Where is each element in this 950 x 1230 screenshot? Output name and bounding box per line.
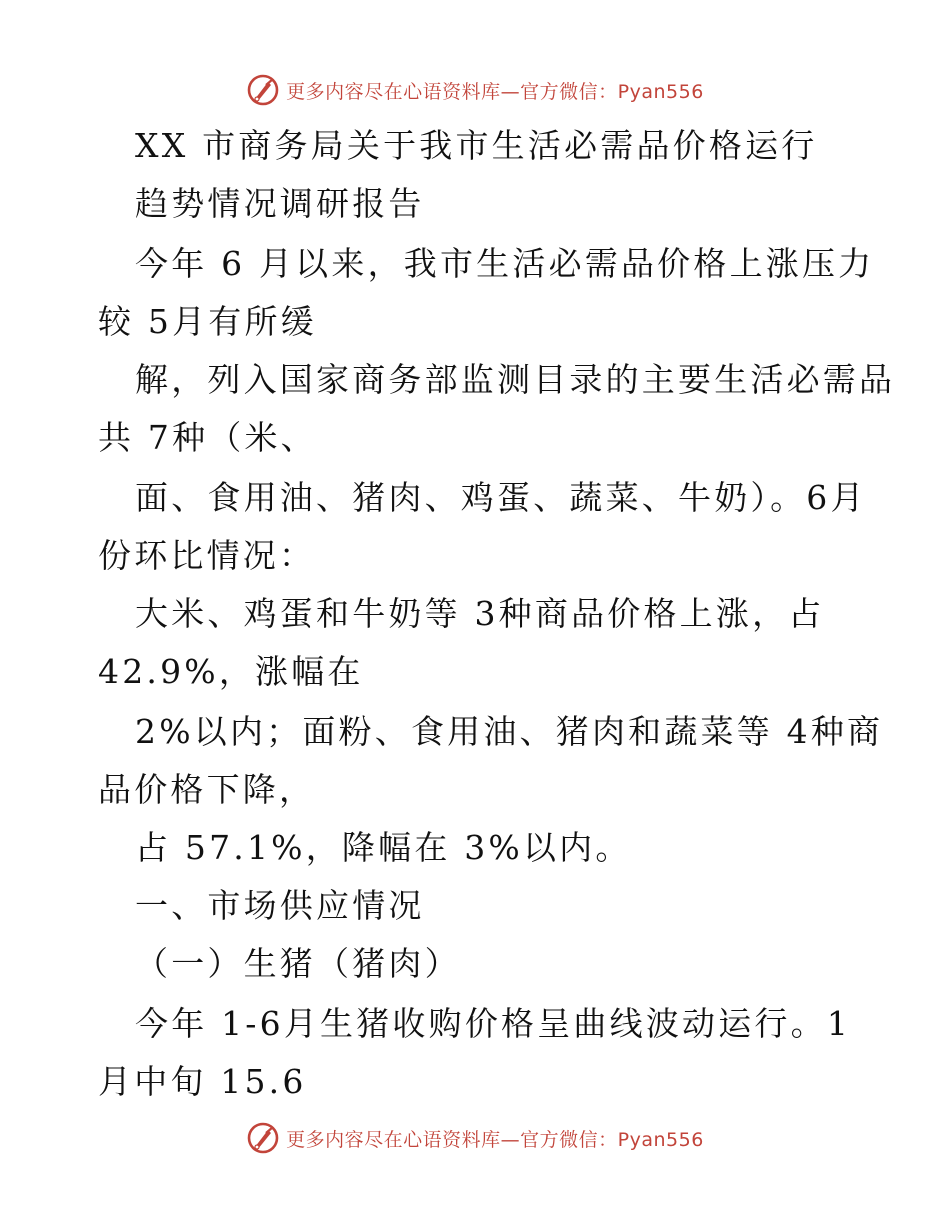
doc-paragraph-line: 月中旬 15.6	[98, 1062, 307, 1101]
doc-paragraph-line: 品价格下降，	[98, 770, 316, 809]
doc-paragraph-line: 42.9%，涨幅在	[98, 652, 364, 691]
watermark-banner-bottom	[0, 1118, 950, 1158]
doc-paragraph-line: 今年 1-6月生猪收购价格呈曲线波动运行。1	[135, 1004, 852, 1043]
doc-title-line-2: 趋势情况调研报告	[135, 184, 425, 223]
doc-paragraph-line: 面、食用油、猪肉、鸡蛋、蔬菜、牛奶）。6月	[135, 478, 867, 517]
doc-section-heading: 一、市场供应情况	[135, 886, 425, 925]
doc-paragraph-line: 份环比情况：	[98, 536, 316, 575]
doc-paragraph-line: 2%以内；面粉、食用油、猪肉和蔬菜等 4种商	[135, 712, 884, 751]
doc-paragraph-line: 今年 6 月以来，我市生活必需品价格上涨压力	[135, 244, 875, 283]
doc-subsection-heading: （一）生猪（猪肉）	[135, 944, 461, 983]
watermark-text-bottom: 更多内容尽在心语资料库—官方微信：Pyan556	[286, 1128, 704, 1151]
doc-paragraph-line: 解，列入国家商务部监测目录的主要生活必需品	[135, 360, 896, 399]
quill-pen-circle-icon	[246, 1121, 280, 1155]
doc-title-line-1: XX 市商务局关于我市生活必需品价格运行	[135, 126, 818, 165]
doc-paragraph-line: 占 57.1%，降幅在 3%以内。	[135, 828, 632, 867]
quill-pen-circle-icon	[246, 73, 280, 107]
watermark-text-top: 更多内容尽在心语资料库—官方微信：Pyan556	[286, 80, 704, 103]
doc-paragraph-line: 较 5月有所缓	[98, 302, 317, 341]
watermark-banner-top	[0, 70, 950, 110]
doc-paragraph-line: 大米、鸡蛋和牛奶等 3种商品价格上涨，占	[135, 594, 825, 633]
doc-paragraph-line: 共 7种（米、	[98, 418, 317, 457]
